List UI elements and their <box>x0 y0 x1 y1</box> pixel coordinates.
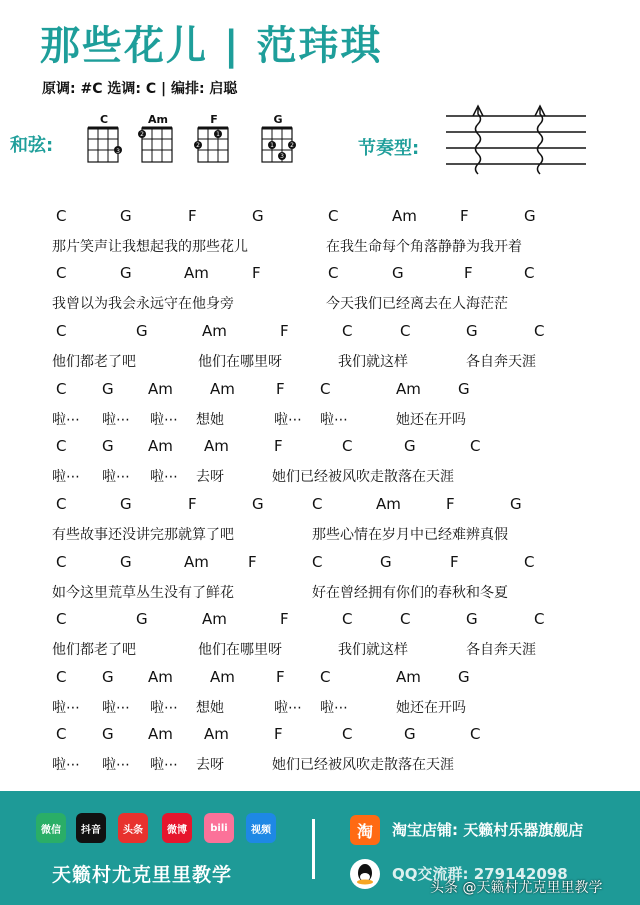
chord-symbol: G <box>510 495 522 513</box>
chord-symbol: C <box>312 495 323 513</box>
lyric-line: 啦⋯ <box>274 700 302 716</box>
lyric-line: 她还在开吗 <box>396 412 466 428</box>
lyric-line: 如今这里荒草丛生没有了鲜花 <box>52 585 234 601</box>
chord-symbol: G <box>136 322 148 340</box>
chord-symbol: C <box>534 322 545 340</box>
chord-symbol: C <box>328 207 339 225</box>
lyric-line: 想她 <box>196 700 224 716</box>
chord-symbol: F <box>446 495 455 513</box>
chord-symbol: G <box>380 553 392 571</box>
shop-info: 淘宝店铺: 天籁村乐器旗舰店 <box>392 821 584 839</box>
lyric-line: 她们已经被风吹走散落在天涯 <box>272 469 454 485</box>
footer-divider <box>312 819 315 879</box>
svg-text:2: 2 <box>140 131 144 138</box>
chord-symbol: C <box>56 495 67 513</box>
lyric-line: 那片笑声让我想起我的那些花儿 <box>52 239 248 255</box>
chord-symbol: C <box>56 553 67 571</box>
chord-symbol: G <box>120 495 132 513</box>
chord-symbol: Am <box>204 725 229 743</box>
chord-symbol: F <box>274 437 283 455</box>
lyric-line: 啦⋯ <box>320 412 348 428</box>
chord-symbol: C <box>524 553 535 571</box>
video-icon[interactable]: 视频 <box>246 813 276 843</box>
chord-symbol: F <box>280 322 289 340</box>
chord-symbol: Am <box>148 725 173 743</box>
chord-diagram-g <box>258 114 298 166</box>
qq-group-info: QQ交流群: 279142098 <box>392 865 568 883</box>
chord-symbol: F <box>276 380 285 398</box>
lyric-line: 今天我们已经离去在人海茫茫 <box>326 296 508 312</box>
chord-diagram-am <box>138 114 178 166</box>
chord-symbol: C <box>470 437 481 455</box>
chord-symbol: C <box>56 725 67 743</box>
chord-symbol: F <box>274 725 283 743</box>
chord-symbol: Am <box>202 610 227 628</box>
fretboard-icon <box>138 126 178 166</box>
chord-symbol: G <box>252 207 264 225</box>
chord-symbol: C <box>524 264 535 282</box>
chord-symbol: C <box>400 322 411 340</box>
chord-symbol: G <box>120 553 132 571</box>
lyric-line: 啦⋯ <box>150 700 178 716</box>
chord-symbol: C <box>56 380 67 398</box>
chord-symbol: C <box>342 610 353 628</box>
wechat-icon[interactable]: 微信 <box>36 813 66 843</box>
chord-symbol: C <box>470 725 481 743</box>
page-title: 那些花儿 | 范玮琪 <box>40 23 383 69</box>
chord-symbol: F <box>464 264 473 282</box>
chord-symbol: Am <box>396 380 421 398</box>
chords-label: 和弦: <box>10 135 54 156</box>
chord-symbol: F <box>276 668 285 686</box>
lyric-line: 啦⋯ <box>150 469 178 485</box>
chord-symbol: G <box>458 668 470 686</box>
chord-symbol: Am <box>396 668 421 686</box>
fretboard-icon <box>258 126 298 166</box>
lyric-line: 她还在开吗 <box>396 700 466 716</box>
chord-symbol: Am <box>392 207 417 225</box>
chord-symbol: G <box>102 437 114 455</box>
weibo-icon[interactable]: 微博 <box>162 813 192 843</box>
chord-symbol: F <box>188 495 197 513</box>
chord-symbol: G <box>120 207 132 225</box>
song-meta: 原调: #C 选调: C | 编排: 启聪 <box>42 81 238 97</box>
chord-symbol: G <box>392 264 404 282</box>
svg-text:3: 3 <box>280 153 284 160</box>
chord-symbol: Am <box>148 380 173 398</box>
lyric-line: 啦⋯ <box>52 757 80 773</box>
lyric-line: 啦⋯ <box>102 757 130 773</box>
qq-icon[interactable] <box>350 859 380 889</box>
lyric-line: 他们都老了吧 <box>52 354 136 370</box>
chord-symbol: C <box>320 668 331 686</box>
lyric-line: 啦⋯ <box>102 469 130 485</box>
chord-symbol: Am <box>210 668 235 686</box>
lyric-line: 啦⋯ <box>102 700 130 716</box>
chord-diagram-c <box>84 114 124 166</box>
lyric-line: 有些故事还没讲完那就算了吧 <box>52 527 234 543</box>
chord-name: F <box>210 113 218 126</box>
chord-symbol: Am <box>148 437 173 455</box>
lyric-line: 啦⋯ <box>150 757 178 773</box>
lyric-line: 好在曾经拥有你们的春秋和冬夏 <box>312 585 508 601</box>
chord-name: C <box>99 113 109 126</box>
chord-symbol: G <box>102 380 114 398</box>
chord-symbol: G <box>120 264 132 282</box>
lyric-line: 想她 <box>196 412 224 428</box>
chord-diagram-f <box>194 114 234 166</box>
chord-symbol: C <box>320 380 331 398</box>
taobao-icon[interactable]: 淘 <box>350 815 380 845</box>
chord-symbol: G <box>458 380 470 398</box>
bilibili-icon[interactable]: bili <box>204 813 234 843</box>
toutiao-icon[interactable]: 头条 <box>118 813 148 843</box>
chord-symbol: C <box>56 668 67 686</box>
douyin-icon[interactable]: 抖音 <box>76 813 106 843</box>
lyric-line: 各自奔天涯 <box>466 642 536 658</box>
chord-symbol: G <box>102 668 114 686</box>
chord-symbol: G <box>466 610 478 628</box>
lyric-line: 我曾以为我会永远守在他身旁 <box>52 296 234 312</box>
footer-bar <box>0 791 640 905</box>
lyric-line: 各自奔天涯 <box>466 354 536 370</box>
fretboard-icon <box>194 126 234 166</box>
svg-text:2: 2 <box>290 142 294 149</box>
chord-symbol: G <box>136 610 148 628</box>
rhythm-pattern-icon <box>446 104 586 176</box>
lyric-line: 她们已经被风吹走散落在天涯 <box>272 757 454 773</box>
chord-symbol: F <box>460 207 469 225</box>
chord-symbol: C <box>328 264 339 282</box>
chord-symbol: Am <box>210 380 235 398</box>
svg-text:3: 3 <box>116 148 120 155</box>
lyric-line: 啦⋯ <box>52 469 80 485</box>
lyric-line: 啦⋯ <box>52 412 80 428</box>
lyric-line: 啦⋯ <box>320 700 348 716</box>
lyric-line: 在我生命每个角落静静为我开着 <box>326 239 522 255</box>
chord-symbol: Am <box>148 668 173 686</box>
source-watermark: 头条 @天籁村尤克里里教学 <box>430 880 603 896</box>
chord-symbol: F <box>248 553 257 571</box>
fretboard-icon <box>84 126 124 166</box>
svg-text:1: 1 <box>216 131 220 138</box>
chord-symbol: G <box>102 725 114 743</box>
lyric-line: 啦⋯ <box>150 412 178 428</box>
rhythm-label: 节奏型: <box>358 138 420 159</box>
chord-symbol: C <box>56 437 67 455</box>
chord-symbol: F <box>450 553 459 571</box>
chord-symbol: C <box>342 322 353 340</box>
chord-symbol: Am <box>184 264 209 282</box>
chord-symbol: C <box>400 610 411 628</box>
chord-symbol: F <box>280 610 289 628</box>
chord-symbol: C <box>56 322 67 340</box>
lyric-line: 啦⋯ <box>274 412 302 428</box>
chord-symbol: C <box>312 553 323 571</box>
chord-symbol: C <box>342 437 353 455</box>
chord-symbol: G <box>252 495 264 513</box>
chord-symbol: G <box>404 437 416 455</box>
chord-symbol: C <box>534 610 545 628</box>
chord-name: G <box>273 113 283 126</box>
chord-symbol: G <box>524 207 536 225</box>
chord-symbol: G <box>404 725 416 743</box>
chord-symbol: Am <box>184 553 209 571</box>
svg-text:1: 1 <box>270 142 274 149</box>
lyric-line: 去呀 <box>196 757 224 773</box>
chord-symbol: F <box>188 207 197 225</box>
lyric-line: 我们就这样 <box>338 642 408 658</box>
lyric-line: 我们就这样 <box>338 354 408 370</box>
lyric-line: 他们都老了吧 <box>52 642 136 658</box>
lyric-line: 啦⋯ <box>102 412 130 428</box>
chord-symbol: C <box>56 207 67 225</box>
lyric-line: 那些心情在岁月中已经难辨真假 <box>312 527 508 543</box>
lyric-line: 啦⋯ <box>52 700 80 716</box>
chord-symbol: Am <box>376 495 401 513</box>
svg-text:2: 2 <box>196 142 200 149</box>
lyric-line: 他们在哪里呀 <box>198 642 282 658</box>
chord-symbol: C <box>56 610 67 628</box>
lyric-line: 他们在哪里呀 <box>198 354 282 370</box>
chord-symbol: G <box>466 322 478 340</box>
chord-name: Am <box>148 113 168 126</box>
lyric-line: 去呀 <box>196 469 224 485</box>
chord-symbol: Am <box>204 437 229 455</box>
chord-symbol: F <box>252 264 261 282</box>
brand-name: 天籁村尤克里里教学 <box>52 864 233 886</box>
chord-symbol: Am <box>202 322 227 340</box>
chord-symbol: C <box>56 264 67 282</box>
chord-symbol: C <box>342 725 353 743</box>
